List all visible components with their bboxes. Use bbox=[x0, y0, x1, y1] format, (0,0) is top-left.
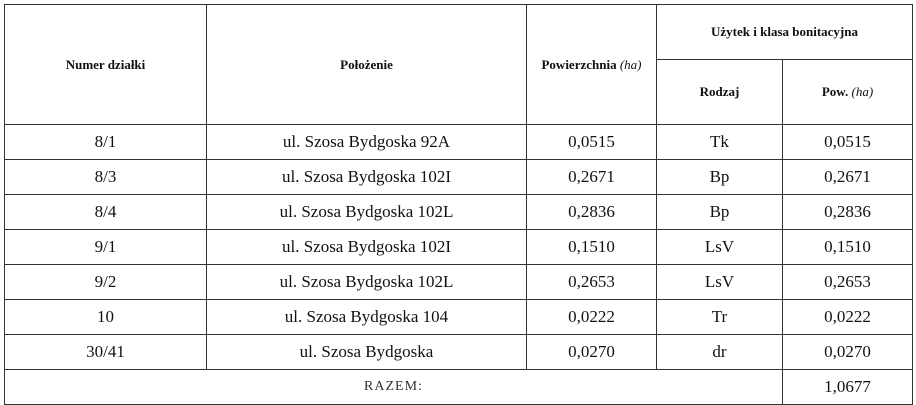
land-use-area: 0,2671 bbox=[783, 160, 913, 195]
land-use-area: 0,0270 bbox=[783, 335, 913, 370]
summary-row bbox=[5, 370, 913, 405]
summary-total: 1,0677 bbox=[783, 370, 913, 405]
land-use-area: 0,2653 bbox=[783, 265, 913, 300]
table-row bbox=[5, 335, 913, 370]
parcel-number: 9/1 bbox=[5, 230, 207, 265]
header-use-area bbox=[783, 60, 913, 125]
parcel-number: 8/4 bbox=[5, 195, 207, 230]
header-use-area-label: Pow. bbox=[821, 84, 849, 99]
header-type: Rodzaj bbox=[657, 60, 783, 125]
parcel-location: ul. Szosa Bydgoska bbox=[207, 335, 527, 370]
parcel-area: 0,2653 bbox=[527, 265, 657, 300]
land-use-area: 0,0222 bbox=[783, 300, 913, 335]
header-area-label: Powierzchnia bbox=[541, 56, 617, 72]
parcels-table bbox=[4, 4, 913, 405]
parcel-location: ul. Szosa Bydgoska 102I bbox=[207, 230, 527, 265]
parcel-number: 8/1 bbox=[5, 125, 207, 160]
table-row bbox=[5, 195, 913, 230]
header-land-use-group: Użytek i klasa bonitacyjna bbox=[657, 5, 913, 60]
header-area bbox=[527, 5, 657, 125]
parcel-location: ul. Szosa Bydgoska 102I bbox=[207, 160, 527, 195]
parcel-area: 0,0515 bbox=[527, 125, 657, 160]
land-use-type: Tk bbox=[657, 125, 783, 160]
parcel-location: ul. Szosa Bydgoska 102L bbox=[207, 195, 527, 230]
parcel-area: 0,0270 bbox=[527, 335, 657, 370]
land-use-area: 0,0515 bbox=[783, 125, 913, 160]
header-location: Położenie bbox=[207, 5, 527, 125]
land-use-area: 0,2836 bbox=[783, 195, 913, 230]
summary-label: RAZEM: bbox=[5, 370, 783, 405]
parcel-location: ul. Szosa Bydgoska 104 bbox=[207, 300, 527, 335]
parcel-area: 0,0222 bbox=[527, 300, 657, 335]
parcel-number: 8/3 bbox=[5, 160, 207, 195]
parcel-number: 30/41 bbox=[5, 335, 207, 370]
parcel-area: 0,2836 bbox=[527, 195, 657, 230]
parcel-number: 9/2 bbox=[5, 265, 207, 300]
table-row bbox=[5, 160, 913, 195]
header-use-area-unit: (ha) bbox=[851, 84, 874, 99]
header-area-unit: (ha) bbox=[619, 56, 642, 72]
land-use-type: LsV bbox=[657, 230, 783, 265]
parcel-area: 0,1510 bbox=[527, 230, 657, 265]
table-row bbox=[5, 125, 913, 160]
land-use-type: Bp bbox=[657, 160, 783, 195]
parcel-location: ul. Szosa Bydgoska 92A bbox=[207, 125, 527, 160]
table-row bbox=[5, 230, 913, 265]
parcel-location: ul. Szosa Bydgoska 102L bbox=[207, 265, 527, 300]
parcel-number: 10 bbox=[5, 300, 207, 335]
parcel-area: 0,2671 bbox=[527, 160, 657, 195]
land-use-type: Tr bbox=[657, 300, 783, 335]
land-use-type: Bp bbox=[657, 195, 783, 230]
table-row bbox=[5, 300, 913, 335]
land-use-type: dr bbox=[657, 335, 783, 370]
land-use-type: LsV bbox=[657, 265, 783, 300]
header-parcel-number: Numer działki bbox=[5, 5, 207, 125]
land-use-area: 0,1510 bbox=[783, 230, 913, 265]
table-row bbox=[5, 265, 913, 300]
